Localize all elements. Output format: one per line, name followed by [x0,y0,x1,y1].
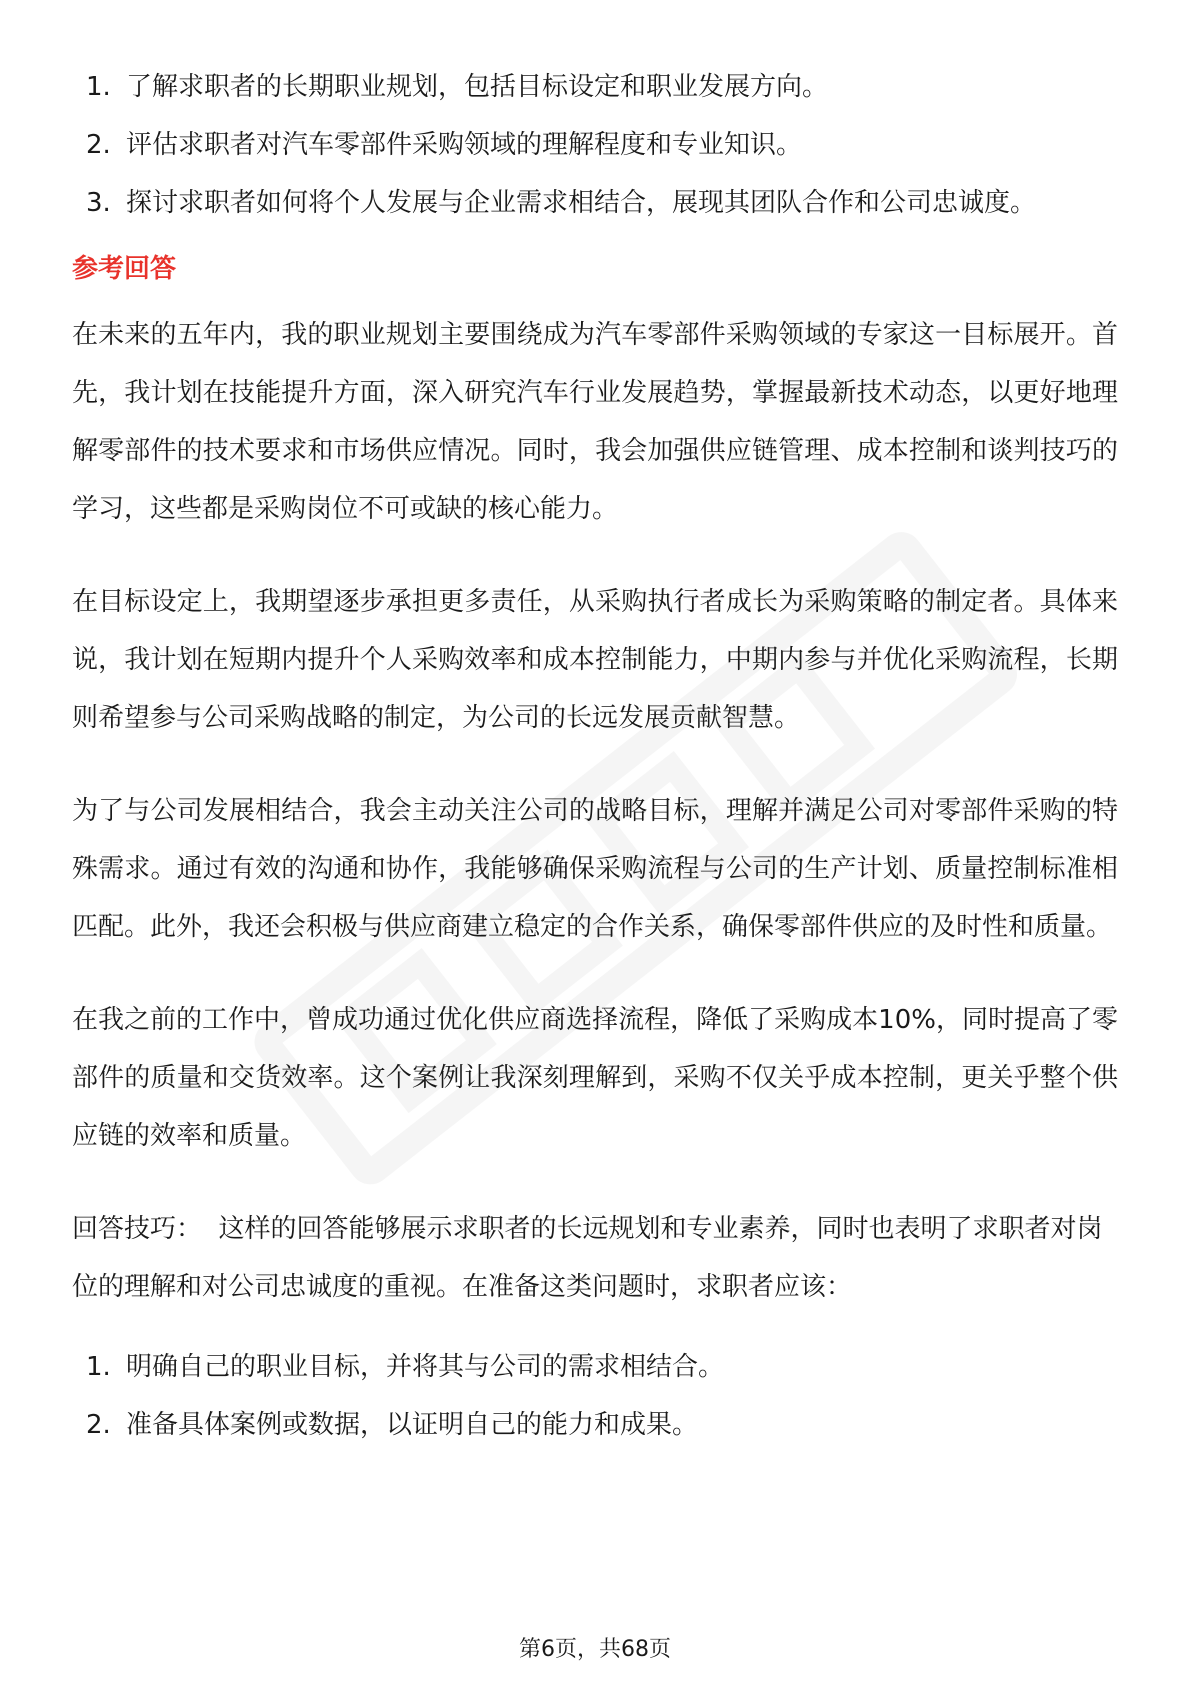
tips-paragraph [72,1200,1118,1316]
page-footer: 第6页，共68页 [519,1637,671,1662]
main-content [72,58,1118,1454]
list-item-number: 1. [86,72,111,102]
list-item [72,1338,1118,1396]
answer-paragraph: 在目标设定上，我期望逐步承担更多责任，从采购执行者成长为采购策略的制定者。具体来说，我计划在短期内提升个人采购效率和成本控制能力，中期内参与并优化采购流程，长期则希望参与公司采购战略的制定，为公司的长远发展贡献智慧。 [72,587,1118,733]
list-item-text: 明确自己的职业目标，并将其与公司的需求相结合。 [126,1352,725,1382]
answer-paragraph: 在未来的五年内，我的职业规划主要围绕成为汽车零部件采购领域的专家这一目标展开。首先，我计划在技能提升方面，深入研究汽车行业发展趋势，掌握最新技术动态，以更好地理解零部件的技术要求和市场供应情况。同时，我会加强供应链管理、成本控制和谈判技巧的学习，这些都是采购岗位不可或缺的核心能力。 [72,320,1118,524]
tips-list [72,1338,1118,1454]
answer-paragraph: 在我之前的工作中，曾成功通过优化供应商选择流程，降低了采购成本10%，同时提高了零部件的质量和交货效率。这个案例让我深刻理解到，采购不仅关乎成本控制，更关乎整个供应链的效率和质量。 [72,1005,1118,1151]
section-title: 参考回答 [72,254,177,284]
tips-label: 回答技巧： [72,1214,203,1244]
list-item [72,116,1118,174]
answer-paragraph: 为了与公司发展相结合，我会主动关注公司的战略目标，理解并满足公司对零部件采购的特殊需求。通过有效的沟通和协作，我能够确保采购流程与公司的生产计划、质量控制标准相匹配。此外，我还会积极与供应商建立稳定的合作关系，确保零部件供应的及时性和质量。 [72,796,1118,942]
list-item [72,58,1118,116]
tips-text: 这样的回答能够展示求职者的长远规划和专业素养，同时也表明了求职者对岗位的理解和对公司忠诚度的重视。在准备这类问题时，求职者应该： [72,1214,1103,1302]
list-item [72,174,1118,232]
list-item [72,1396,1118,1454]
list-item-text: 评估求职者对汽车零部件采购领域的理解程度和专业知识。 [126,130,803,160]
list-item-text: 了解求职者的长期职业规划，包括目标设定和职业发展方向。 [126,72,829,102]
list-item-text: 准备具体案例或数据，以证明自己的能力和成果。 [126,1410,699,1440]
list-item-number: 2. [86,130,111,160]
list-item-text: 探讨求职者如何将个人发展与企业需求相结合，展现其团队合作和公司忠诚度。 [126,188,1037,218]
intro-list [72,58,1118,232]
list-item-number: 3. [86,188,111,218]
list-item-number: 1. [86,1352,111,1382]
list-item-number: 2. [86,1410,111,1440]
